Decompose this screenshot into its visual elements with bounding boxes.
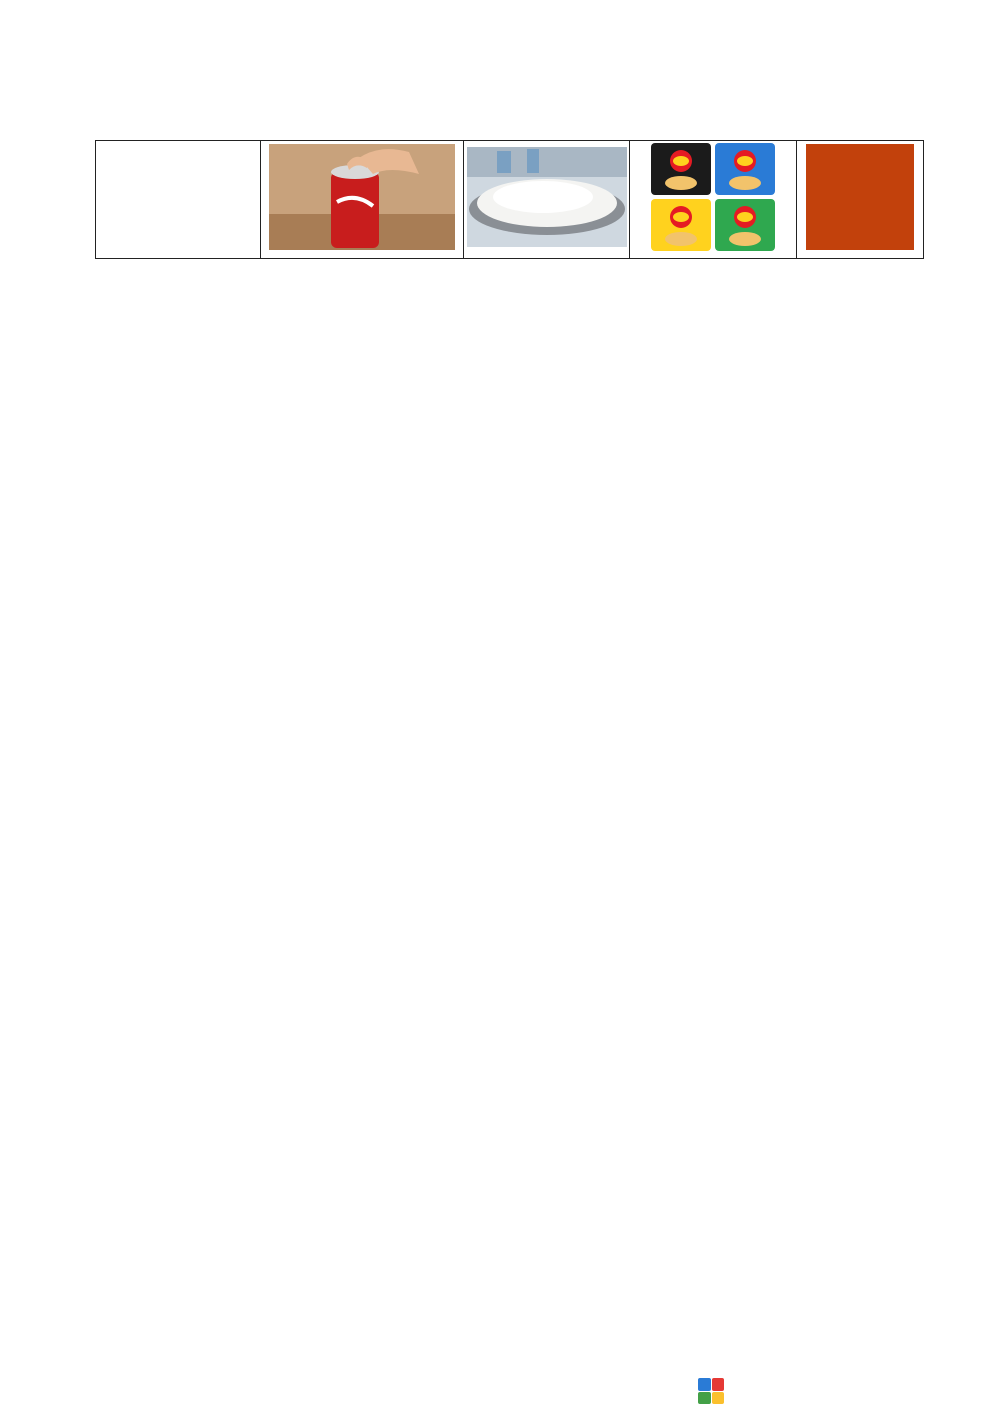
rice-image (467, 147, 627, 247)
logo-letter (712, 1392, 725, 1405)
liveworksheets-logo (698, 1378, 724, 1404)
logo-letter (712, 1378, 725, 1391)
beans-image (806, 144, 914, 250)
chart-corner-cell (96, 141, 261, 259)
chips-image (647, 141, 779, 253)
rice-image-cell (464, 141, 630, 259)
chart-image-row (96, 141, 924, 259)
chips-image-cell (630, 141, 797, 259)
food-preference-chart (95, 140, 924, 259)
beans-image-cell (797, 141, 924, 259)
soda-can-image (269, 144, 455, 250)
logo-letter (698, 1378, 711, 1391)
soda-image-cell (261, 141, 464, 259)
liveworksheets-brand (698, 1378, 726, 1404)
logo-letter (698, 1392, 711, 1405)
